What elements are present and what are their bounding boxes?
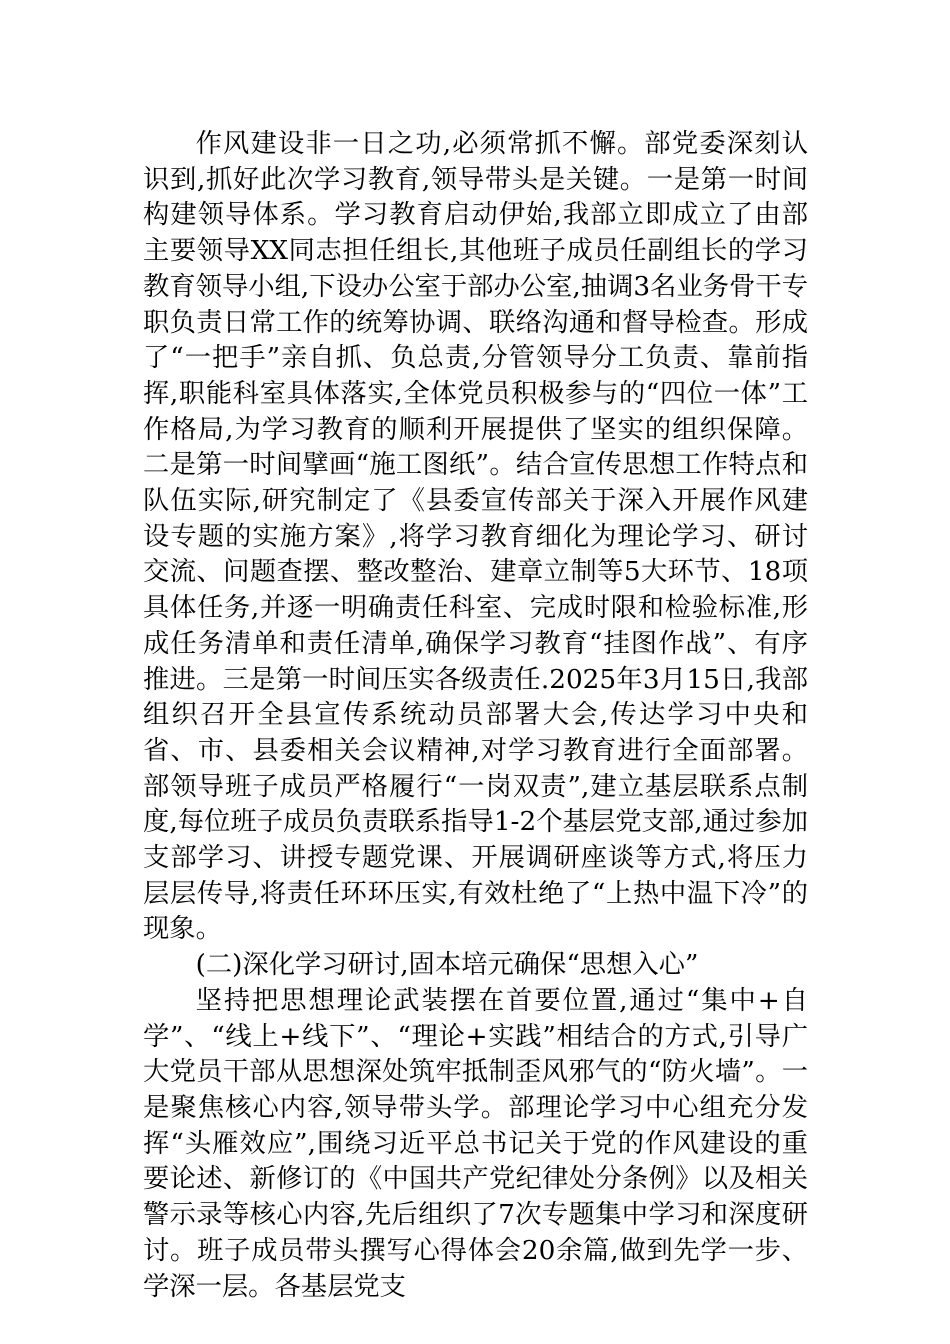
section-heading: (二)深化学习研讨,固本培元确保“思想入心” xyxy=(195,950,699,981)
document-body xyxy=(143,127,808,1305)
paragraph-study: 坚持把思想理论武装摆在首要位置,通过“集中+自学”、“线上+线下”、“理论+实践”相结合的方式,引导广大党员干部从思想深处筑牢抵制歪风邪气的“防火墙”。一是聚焦核心内容,领导带头学。部理论学习中心组充分发挥“头雁效应”,围绕习近平总书记关于党的作风建设的重要论述、新修订的《中国共产党纪律处分条例》以及相关警示录等核心内容,先后组织了7次专题集中学习和深度研讨。班子成员带头撰写心得体会20余篇,做到先学一步、学深一层。各基层党支 xyxy=(143,985,808,1302)
paragraph-leadership: 作风建设非一日之功,必须常抓不懈。部党委深刻认识到,抓好此次学习教育,领导带头是关键。一是第一时间构建领导体系。学习教育启动伊始,我部立即成立了由部主要领导XX同志担任组长,其他班子成员任副组长的学习教育领导小组,下设办公室于部办公室,抽调3名业务骨干专职负责日常工作的统筹协调、联络沟通和督导检查。形成了“一把手”亲自抓、负总责,分管领导分工负责、靠前指挥,职能科室具体落实,全体党员积极参与的“四位一体”工作格局,为学习教育的顺利开展提供了坚实的组织保障。二是第一时间擘画“施工图纸”。结合宣传思想工作特点和队伍实际,研究制定了《县委宣传部关于深入开展作风建设专题的实施方案》,将学习教育细化为理论学习、研讨交流、问题查摆、整改整治、建章立制等5大环节、18项具体任务,并逐一明确责任科室、完成时限和检验标准,形成任务清单和责任清单,确保学习教育“挂图作战”、有序推进。三是第一时间压实各级责任.2025年3月15日,我部组织召开全县宣传系统动员部署大会,传达学习中央和省、市、县委相关会议精神,对学习教育进行全面部署。部领导班子成员严格履行“一岗双责”,建立基层联系点制度,每位班子成员负责联系指导1-2个基层党支部,通过参加支部学习、讲授专题党课、开展调研座谈等方式,将压力层层传导,将责任环环压实,有效杜绝了“上热中温下冷”的现象。 xyxy=(143,129,808,945)
